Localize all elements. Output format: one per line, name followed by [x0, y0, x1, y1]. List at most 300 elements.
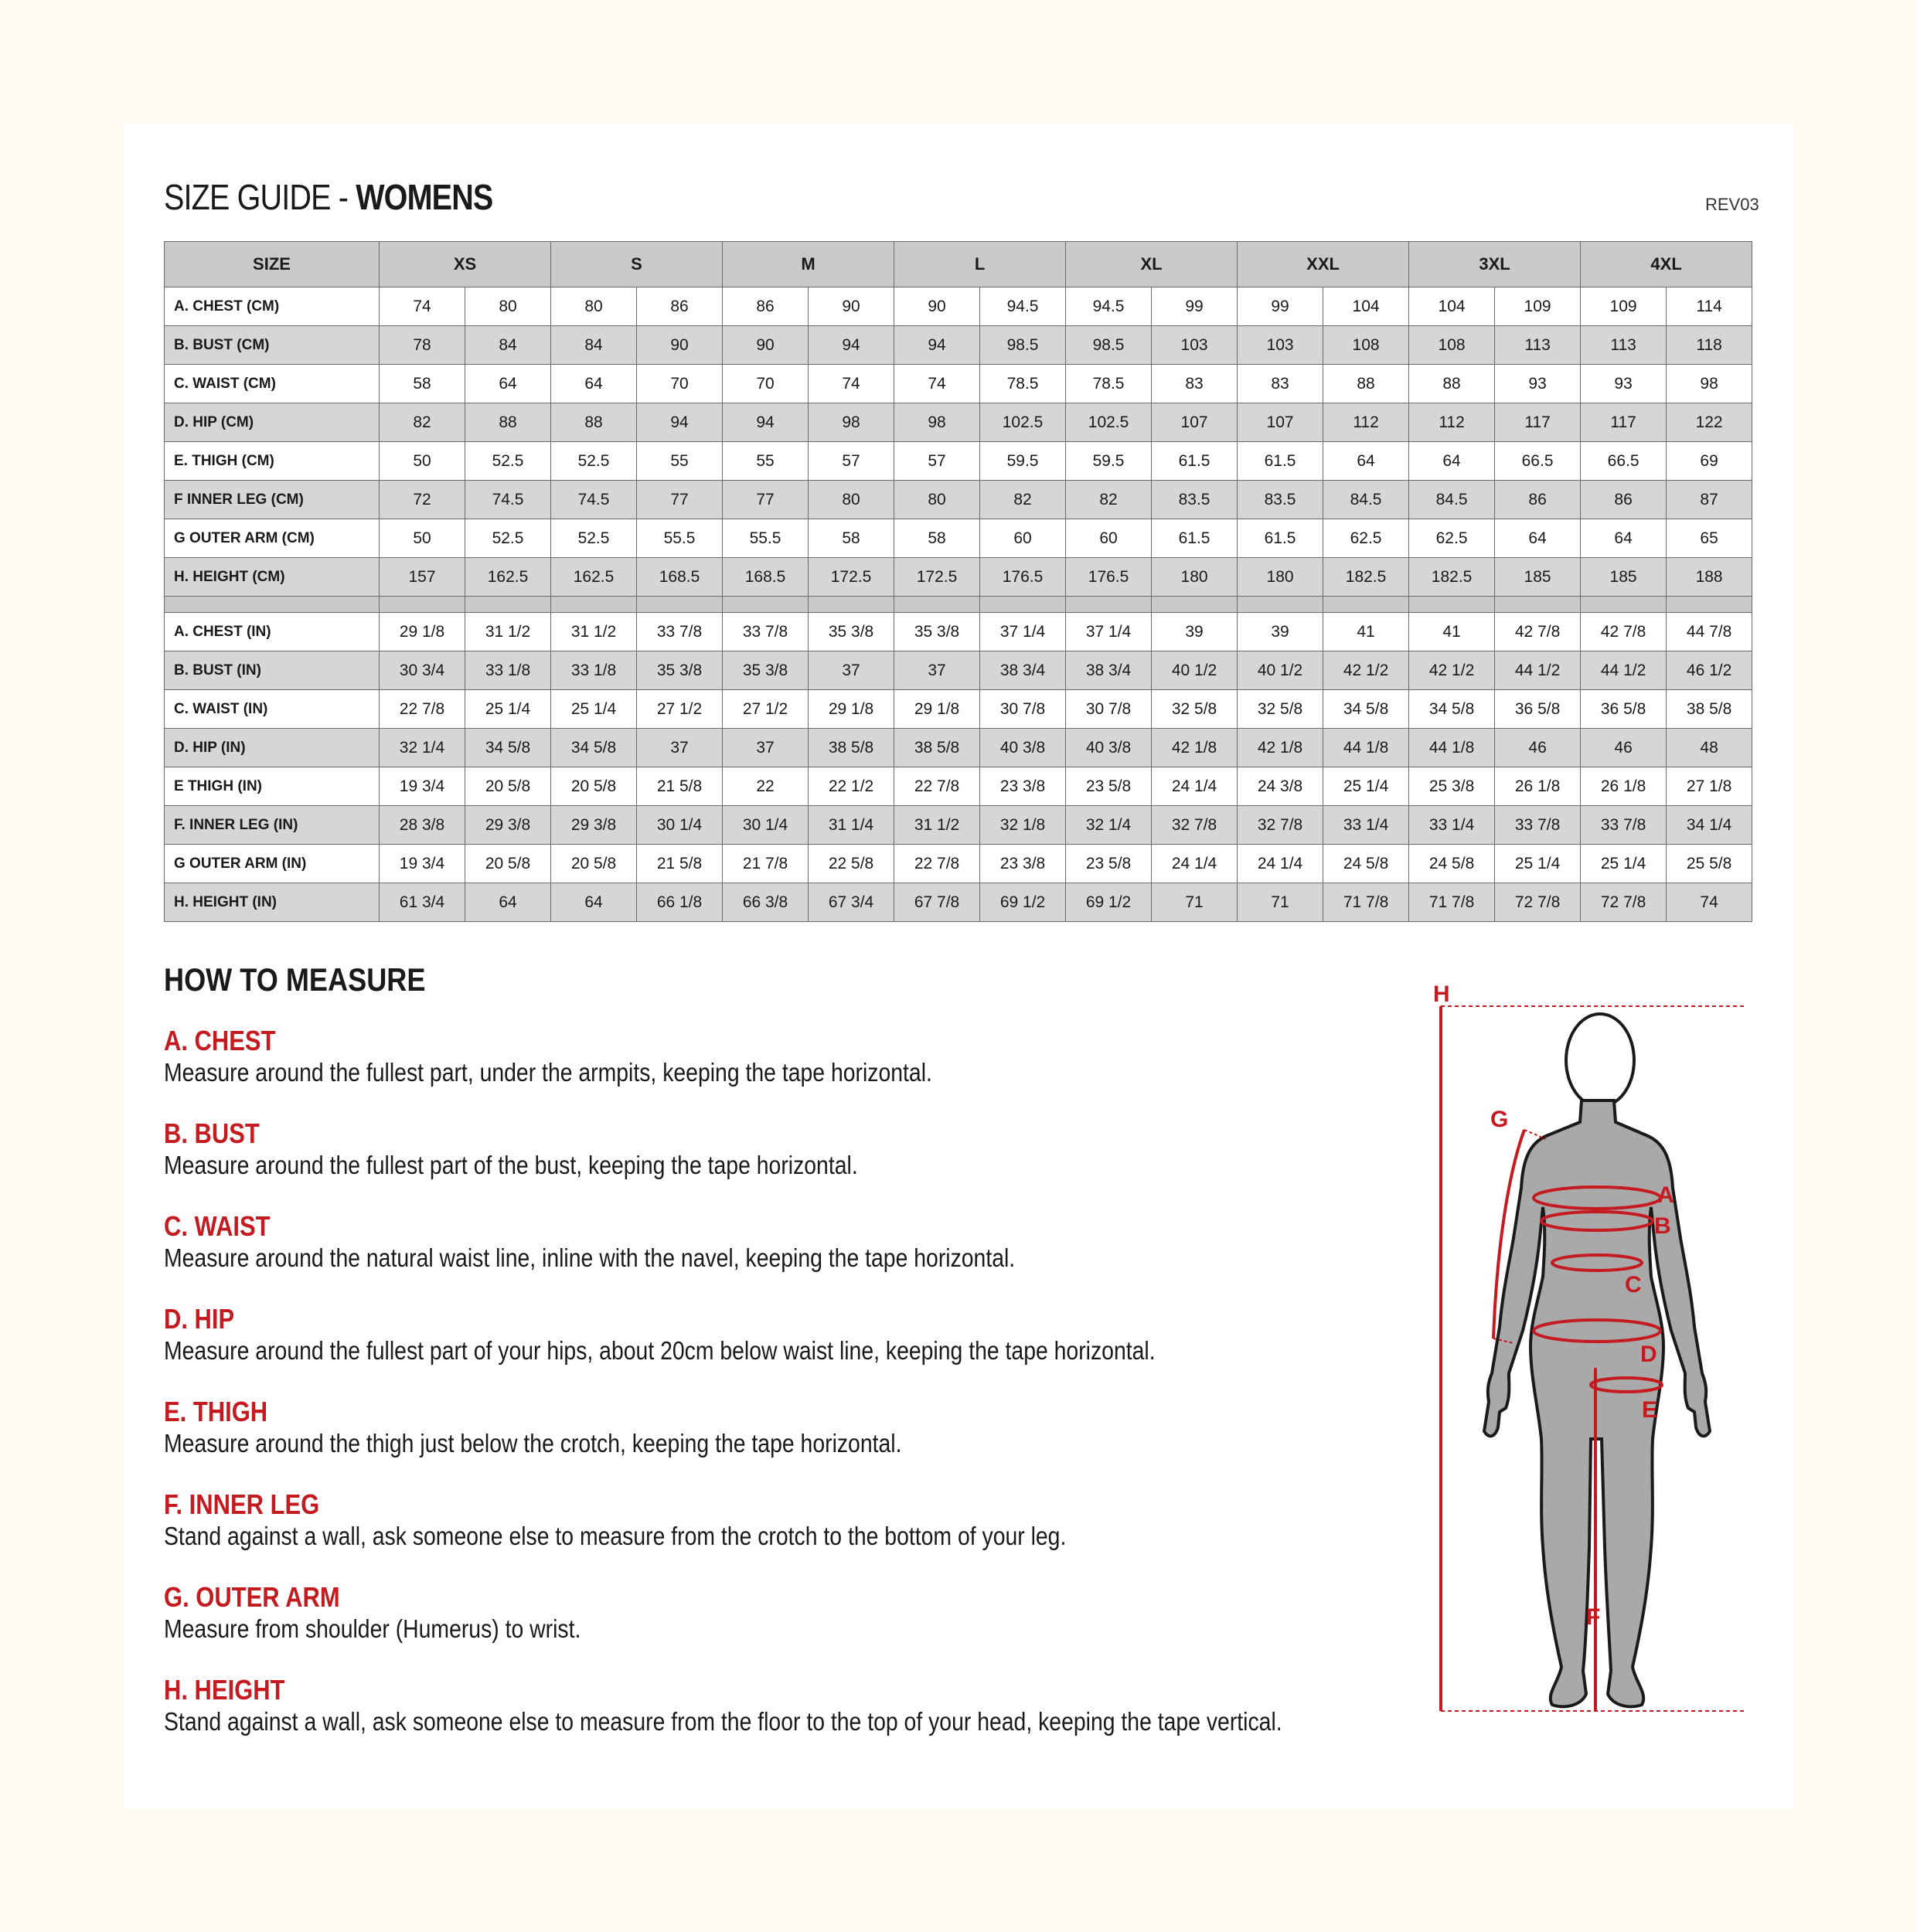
- measure-description: Measure around the thigh just below the crotch, keeping the tape horizontal.: [164, 1429, 902, 1458]
- table-cell: 108: [1409, 326, 1495, 365]
- table-cell: 33 1/4: [1323, 806, 1409, 845]
- table-cell: 70: [637, 365, 723, 403]
- table-cell: 109: [1581, 287, 1667, 326]
- table-cell: 64: [551, 883, 637, 922]
- row-label: D. HIP (CM): [165, 403, 380, 442]
- table-cell: 83: [1152, 365, 1238, 403]
- table-cell: 34 5/8: [551, 729, 637, 767]
- table-cell: 42 7/8: [1495, 613, 1581, 651]
- row-label: F INNER LEG (CM): [165, 481, 380, 519]
- table-row: [165, 690, 1752, 729]
- table-cell: 31 1/2: [894, 806, 980, 845]
- table-cell: 33 7/8: [1581, 806, 1667, 845]
- table-cell: 22 1/2: [809, 767, 894, 806]
- table-cell: 84.5: [1409, 481, 1495, 519]
- table-cell: 25 3/8: [1409, 767, 1495, 806]
- table-cell: 74.5: [465, 481, 551, 519]
- table-cell: 83: [1238, 365, 1323, 403]
- table-cell: 44 1/2: [1581, 651, 1667, 690]
- table-cell: 82: [380, 403, 465, 442]
- table-cell: 32 1/8: [980, 806, 1066, 845]
- table-cell: 61 3/4: [380, 883, 465, 922]
- table-cell: 69 1/2: [1066, 883, 1152, 922]
- table-cell: 109: [1495, 287, 1581, 326]
- table-cell: 41: [1409, 613, 1495, 651]
- row-label: B. BUST (CM): [165, 326, 380, 365]
- table-cell: 67 7/8: [894, 883, 980, 922]
- table-cell: 55: [723, 442, 809, 481]
- table-row: [165, 519, 1752, 558]
- table-cell: 112: [1409, 403, 1495, 442]
- table-cell: 102.5: [1066, 403, 1152, 442]
- table-cell: 83.5: [1238, 481, 1323, 519]
- table-cell: 74: [894, 365, 980, 403]
- table-cell: 33 1/8: [551, 651, 637, 690]
- table-cell: 25 1/4: [1323, 767, 1409, 806]
- table-cell: 65: [1667, 519, 1752, 558]
- table-cell: 118: [1667, 326, 1752, 365]
- table-cell: 29 3/8: [465, 806, 551, 845]
- label-f: F: [1586, 1604, 1601, 1630]
- table-cell: 180: [1238, 558, 1323, 597]
- table-cell: 32 1/4: [380, 729, 465, 767]
- measure-item-chest: [164, 1025, 1370, 1088]
- table-cell: 66 1/8: [637, 883, 723, 922]
- table-cell: 69: [1667, 442, 1752, 481]
- table-cell: 74: [380, 287, 465, 326]
- measure-title: G. OUTER ARM: [164, 1581, 340, 1613]
- table-cell: 21 5/8: [637, 845, 723, 883]
- table-cell: 52.5: [551, 519, 637, 558]
- table-cell: 19 3/4: [380, 845, 465, 883]
- table-cell: 99: [1238, 287, 1323, 326]
- table-cell: 44 1/8: [1323, 729, 1409, 767]
- table-cell: 69 1/2: [980, 883, 1066, 922]
- head-shape: [1566, 1014, 1634, 1107]
- table-cell: 20 5/8: [465, 845, 551, 883]
- table-cell: 30 7/8: [1066, 690, 1152, 729]
- table-cell: 84: [465, 326, 551, 365]
- table-cell: 39: [1238, 613, 1323, 651]
- table-cell: 72 7/8: [1495, 883, 1581, 922]
- table-cell: 38 5/8: [1667, 690, 1752, 729]
- table-cell: 86: [637, 287, 723, 326]
- table-cell: 24 1/4: [1152, 845, 1238, 883]
- table-cell: 90: [637, 326, 723, 365]
- table-cell: 33 7/8: [1495, 806, 1581, 845]
- table-cell: 30 3/4: [380, 651, 465, 690]
- measure-description: Measure from shoulder (Humerus) to wrist.: [164, 1614, 581, 1643]
- table-cell: 88: [465, 403, 551, 442]
- table-cell: 104: [1323, 287, 1409, 326]
- table-cell: 86: [1495, 481, 1581, 519]
- label-g: G: [1490, 1107, 1509, 1132]
- table-cell: 35 3/8: [723, 651, 809, 690]
- table-cell: 44 1/2: [1495, 651, 1581, 690]
- table-cell: 50: [380, 442, 465, 481]
- table-cell: 122: [1667, 403, 1752, 442]
- title-bold: WOMENS: [356, 177, 493, 217]
- table-cell: 36 5/8: [1495, 690, 1581, 729]
- measure-item-thigh: [164, 1396, 1370, 1459]
- row-label: G OUTER ARM (IN): [165, 845, 380, 883]
- table-cell: 64: [465, 365, 551, 403]
- table-cell: 33 7/8: [637, 613, 723, 651]
- size-header-row: [165, 242, 1752, 287]
- table-cell: 172.5: [894, 558, 980, 597]
- table-cell: 20 5/8: [465, 767, 551, 806]
- table-row: [165, 613, 1752, 651]
- revision-code: REV03: [1705, 195, 1759, 214]
- table-cell: 90: [894, 287, 980, 326]
- table-cell: 74.5: [551, 481, 637, 519]
- size-header-xs: XS: [380, 242, 551, 287]
- table-cell: 58: [380, 365, 465, 403]
- table-cell: 157: [380, 558, 465, 597]
- table-cell: 168.5: [723, 558, 809, 597]
- table-cell: 52.5: [551, 442, 637, 481]
- table-cell: 36 5/8: [1581, 690, 1667, 729]
- table-cell: 60: [980, 519, 1066, 558]
- measure-description: Measure around the fullest part, under the armpits, keeping the tape horizontal.: [164, 1058, 932, 1087]
- measure-title: B. BUST: [164, 1117, 260, 1149]
- table-cell: 50: [380, 519, 465, 558]
- table-cell: 42 7/8: [1581, 613, 1667, 651]
- table-cell: 113: [1581, 326, 1667, 365]
- title-light: SIZE GUIDE -: [164, 177, 356, 217]
- table-cell: 29 3/8: [551, 806, 637, 845]
- table-cell: 30 1/4: [723, 806, 809, 845]
- table-cell: 83.5: [1152, 481, 1238, 519]
- body-figure-svg: [1422, 975, 1762, 1717]
- size-header-m: M: [723, 242, 894, 287]
- how-to-measure-heading: HOW TO MEASURE: [164, 961, 426, 998]
- measure-item-inner-leg: [164, 1488, 1370, 1552]
- measure-title: F. INNER LEG: [164, 1488, 320, 1520]
- table-cell: 74: [809, 365, 894, 403]
- row-label: H. HEIGHT (CM): [165, 558, 380, 597]
- table-cell: 23 3/8: [980, 767, 1066, 806]
- table-cell: 48: [1667, 729, 1752, 767]
- table-cell: 71 7/8: [1409, 883, 1495, 922]
- table-cell: 77: [637, 481, 723, 519]
- table-cell: 57: [809, 442, 894, 481]
- size-header-s: S: [551, 242, 723, 287]
- table-cell: 80: [809, 481, 894, 519]
- table-cell: 64: [1409, 442, 1495, 481]
- table-cell: 25 1/4: [551, 690, 637, 729]
- table-cell: 19 3/4: [380, 767, 465, 806]
- table-cell: 94: [894, 326, 980, 365]
- table-row: [165, 767, 1752, 806]
- table-cell: 42 1/8: [1152, 729, 1238, 767]
- table-cell: 72 7/8: [1581, 883, 1667, 922]
- table-cell: 185: [1495, 558, 1581, 597]
- table-cell: 25 5/8: [1667, 845, 1752, 883]
- table-cell: 84: [551, 326, 637, 365]
- table-cell: 37 1/4: [1066, 613, 1152, 651]
- measure-description: Measure around the fullest part of the bust, keeping the tape horizontal.: [164, 1151, 858, 1179]
- size-header-xl: XL: [1066, 242, 1238, 287]
- table-cell: 93: [1581, 365, 1667, 403]
- label-b: B: [1654, 1213, 1671, 1239]
- table-cell: 117: [1581, 403, 1667, 442]
- table-cell: 21 7/8: [723, 845, 809, 883]
- table-cell: 87: [1667, 481, 1752, 519]
- table-cell: 107: [1238, 403, 1323, 442]
- size-table: [164, 241, 1752, 922]
- table-row: [165, 287, 1752, 326]
- table-row: [165, 558, 1752, 597]
- table-cell: 34 1/4: [1667, 806, 1752, 845]
- table-cell: 27 1/8: [1667, 767, 1752, 806]
- table-cell: 82: [1066, 481, 1152, 519]
- table-cell: 64: [1581, 519, 1667, 558]
- table-cell: 24 1/4: [1152, 767, 1238, 806]
- page-title: [164, 176, 492, 218]
- size-header-3xl: 3XL: [1409, 242, 1581, 287]
- table-cell: 103: [1152, 326, 1238, 365]
- table-cell: 24 5/8: [1409, 845, 1495, 883]
- measure-description: Measure around the natural waist line, inline with the navel, keeping the tape horizontal.: [164, 1243, 1016, 1272]
- table-cell: 71: [1238, 883, 1323, 922]
- table-cell: 66 3/8: [723, 883, 809, 922]
- table-cell: 37: [637, 729, 723, 767]
- table-cell: 37 1/4: [980, 613, 1066, 651]
- measure-title: C. WAIST: [164, 1210, 271, 1242]
- table-cell: 113: [1495, 326, 1581, 365]
- measure-description: Stand against a wall, ask someone else to measure from the crotch to the bottom of your leg.: [164, 1522, 1067, 1550]
- size-header-l: L: [894, 242, 1066, 287]
- table-row: [165, 403, 1752, 442]
- table-cell: 93: [1495, 365, 1581, 403]
- table-cell: 33 1/4: [1409, 806, 1495, 845]
- table-cell: 185: [1581, 558, 1667, 597]
- table-cell: 176.5: [1066, 558, 1152, 597]
- measure-item-waist: [164, 1210, 1370, 1274]
- table-cell: 98: [809, 403, 894, 442]
- table-cell: 22: [723, 767, 809, 806]
- table-cell: 40 1/2: [1238, 651, 1323, 690]
- table-cell: 107: [1152, 403, 1238, 442]
- table-cell: 162.5: [551, 558, 637, 597]
- table-cell: 86: [723, 287, 809, 326]
- table-cell: 27 1/2: [637, 690, 723, 729]
- table-cell: 20 5/8: [551, 767, 637, 806]
- table-cell: 33 1/8: [465, 651, 551, 690]
- table-cell: 94: [809, 326, 894, 365]
- table-cell: 25 1/4: [1495, 845, 1581, 883]
- table-cell: 80: [894, 481, 980, 519]
- row-label: G OUTER ARM (CM): [165, 519, 380, 558]
- label-c: C: [1625, 1272, 1642, 1298]
- table-cell: 26 1/8: [1495, 767, 1581, 806]
- table-cell: 67 3/4: [809, 883, 894, 922]
- table-cell: 57: [894, 442, 980, 481]
- table-cell: 35 3/8: [809, 613, 894, 651]
- table-cell: 44 1/8: [1409, 729, 1495, 767]
- table-cell: 168.5: [637, 558, 723, 597]
- body-measurement-figure: [1422, 975, 1762, 1717]
- row-label: B. BUST (IN): [165, 651, 380, 690]
- table-cell: 114: [1667, 287, 1752, 326]
- table-cell: 117: [1495, 403, 1581, 442]
- measure-title: H. HEIGHT: [164, 1674, 285, 1706]
- table-cell: 58: [809, 519, 894, 558]
- table-cell: 42 1/8: [1238, 729, 1323, 767]
- table-cell: 112: [1323, 403, 1409, 442]
- measure-item-hip: [164, 1303, 1370, 1366]
- table-cell: 37: [894, 651, 980, 690]
- table-cell: 88: [1409, 365, 1495, 403]
- measure-title: A. CHEST: [164, 1025, 276, 1056]
- table-cell: 61.5: [1238, 519, 1323, 558]
- table-cell: 28 3/8: [380, 806, 465, 845]
- table-cell: 88: [551, 403, 637, 442]
- measure-item-height: [164, 1674, 1370, 1737]
- table-cell: 94: [637, 403, 723, 442]
- table-cell: 22 5/8: [809, 845, 894, 883]
- table-cell: 66.5: [1581, 442, 1667, 481]
- table-cell: 26 1/8: [1581, 767, 1667, 806]
- row-label: A. CHEST (CM): [165, 287, 380, 326]
- table-cell: 46: [1495, 729, 1581, 767]
- table-row: [165, 326, 1752, 365]
- table-cell: 38 5/8: [809, 729, 894, 767]
- row-label: C. WAIST (CM): [165, 365, 380, 403]
- table-cell: 38 5/8: [894, 729, 980, 767]
- table-cell: 32 5/8: [1238, 690, 1323, 729]
- table-cell: 24 1/4: [1238, 845, 1323, 883]
- row-label: H. HEIGHT (IN): [165, 883, 380, 922]
- table-cell: 78: [380, 326, 465, 365]
- size-header-4xl: 4XL: [1581, 242, 1752, 287]
- size-table-body: [165, 287, 1752, 922]
- table-cell: 80: [465, 287, 551, 326]
- table-cell: 31 1/4: [809, 806, 894, 845]
- table-cell: 32 7/8: [1238, 806, 1323, 845]
- table-cell: 55: [637, 442, 723, 481]
- table-cell: 30 7/8: [980, 690, 1066, 729]
- table-cell: 40 1/2: [1152, 651, 1238, 690]
- table-cell: 32 1/4: [1066, 806, 1152, 845]
- size-header-xxl: XXL: [1238, 242, 1409, 287]
- table-cell: 42 1/2: [1323, 651, 1409, 690]
- table-row: [165, 442, 1752, 481]
- table-cell: 30 1/4: [637, 806, 723, 845]
- table-cell: 98.5: [980, 326, 1066, 365]
- table-cell: 90: [809, 287, 894, 326]
- table-cell: 22 7/8: [380, 690, 465, 729]
- table-cell: 94: [723, 403, 809, 442]
- table-cell: 86: [1581, 481, 1667, 519]
- row-label: A. CHEST (IN): [165, 613, 380, 651]
- table-cell: 61.5: [1152, 442, 1238, 481]
- table-cell: 104: [1409, 287, 1495, 326]
- table-cell: 29 1/8: [894, 690, 980, 729]
- table-cell: 25 1/4: [465, 690, 551, 729]
- table-cell: 182.5: [1409, 558, 1495, 597]
- table-cell: 74: [1667, 883, 1752, 922]
- table-cell: 59.5: [1066, 442, 1152, 481]
- table-cell: 98.5: [1066, 326, 1152, 365]
- table-cell: 78.5: [1066, 365, 1152, 403]
- table-cell: 78.5: [980, 365, 1066, 403]
- table-cell: 99: [1152, 287, 1238, 326]
- table-separator: [165, 597, 1752, 613]
- table-cell: 88: [1323, 365, 1409, 403]
- measure-title: E. THIGH: [164, 1396, 268, 1427]
- table-cell: 44 7/8: [1667, 613, 1752, 651]
- table-cell: 42 1/2: [1409, 651, 1495, 690]
- table-cell: 20 5/8: [551, 845, 637, 883]
- table-cell: 21 5/8: [637, 767, 723, 806]
- row-label: E. THIGH (CM): [165, 442, 380, 481]
- table-cell: 38 3/4: [980, 651, 1066, 690]
- table-cell: 24 3/8: [1238, 767, 1323, 806]
- table-cell: 66.5: [1495, 442, 1581, 481]
- table-cell: 62.5: [1323, 519, 1409, 558]
- table-cell: 71 7/8: [1323, 883, 1409, 922]
- table-cell: 29 1/8: [809, 690, 894, 729]
- size-header-label: SIZE: [165, 242, 380, 287]
- row-label: D. HIP (IN): [165, 729, 380, 767]
- table-cell: 35 3/8: [637, 651, 723, 690]
- table-row: [165, 729, 1752, 767]
- table-cell: 182.5: [1323, 558, 1409, 597]
- table-cell: 22 7/8: [894, 767, 980, 806]
- table-cell: 41: [1323, 613, 1409, 651]
- table-cell: 77: [723, 481, 809, 519]
- table-cell: 103: [1238, 326, 1323, 365]
- table-cell: 64: [465, 883, 551, 922]
- table-cell: 59.5: [980, 442, 1066, 481]
- table-cell: 23 5/8: [1066, 767, 1152, 806]
- table-cell: 70: [723, 365, 809, 403]
- table-cell: 58: [894, 519, 980, 558]
- table-cell: 32 5/8: [1152, 690, 1238, 729]
- measure-description: Stand against a wall, ask someone else to measure from the floor to the top of your head, keeping the tape vertical.: [164, 1707, 1282, 1736]
- measure-description: Measure around the fullest part of your hips, about 20cm below waist line, keeping the tape horizontal.: [164, 1336, 1156, 1365]
- table-cell: 94.5: [980, 287, 1066, 326]
- table-cell: 62.5: [1409, 519, 1495, 558]
- table-cell: 98: [1667, 365, 1752, 403]
- table-cell: 108: [1323, 326, 1409, 365]
- table-cell: 52.5: [465, 519, 551, 558]
- label-a: A: [1657, 1182, 1674, 1208]
- measure-item-bust: [164, 1117, 1370, 1181]
- table-cell: 55.5: [723, 519, 809, 558]
- table-cell: 61.5: [1152, 519, 1238, 558]
- table-cell: 24 5/8: [1323, 845, 1409, 883]
- table-cell: 98: [894, 403, 980, 442]
- table-cell: 37: [723, 729, 809, 767]
- table-cell: 25 1/4: [1581, 845, 1667, 883]
- table-row: [165, 481, 1752, 519]
- label-h: H: [1433, 981, 1450, 1007]
- table-row: [165, 845, 1752, 883]
- table-row: [165, 651, 1752, 690]
- table-cell: 55.5: [637, 519, 723, 558]
- table-row: [165, 883, 1752, 922]
- table-cell: 37: [809, 651, 894, 690]
- table-cell: 35 3/8: [894, 613, 980, 651]
- row-label: C. WAIST (IN): [165, 690, 380, 729]
- table-row: [165, 806, 1752, 845]
- table-cell: 22 7/8: [894, 845, 980, 883]
- table-cell: 32 7/8: [1152, 806, 1238, 845]
- table-cell: 80: [551, 287, 637, 326]
